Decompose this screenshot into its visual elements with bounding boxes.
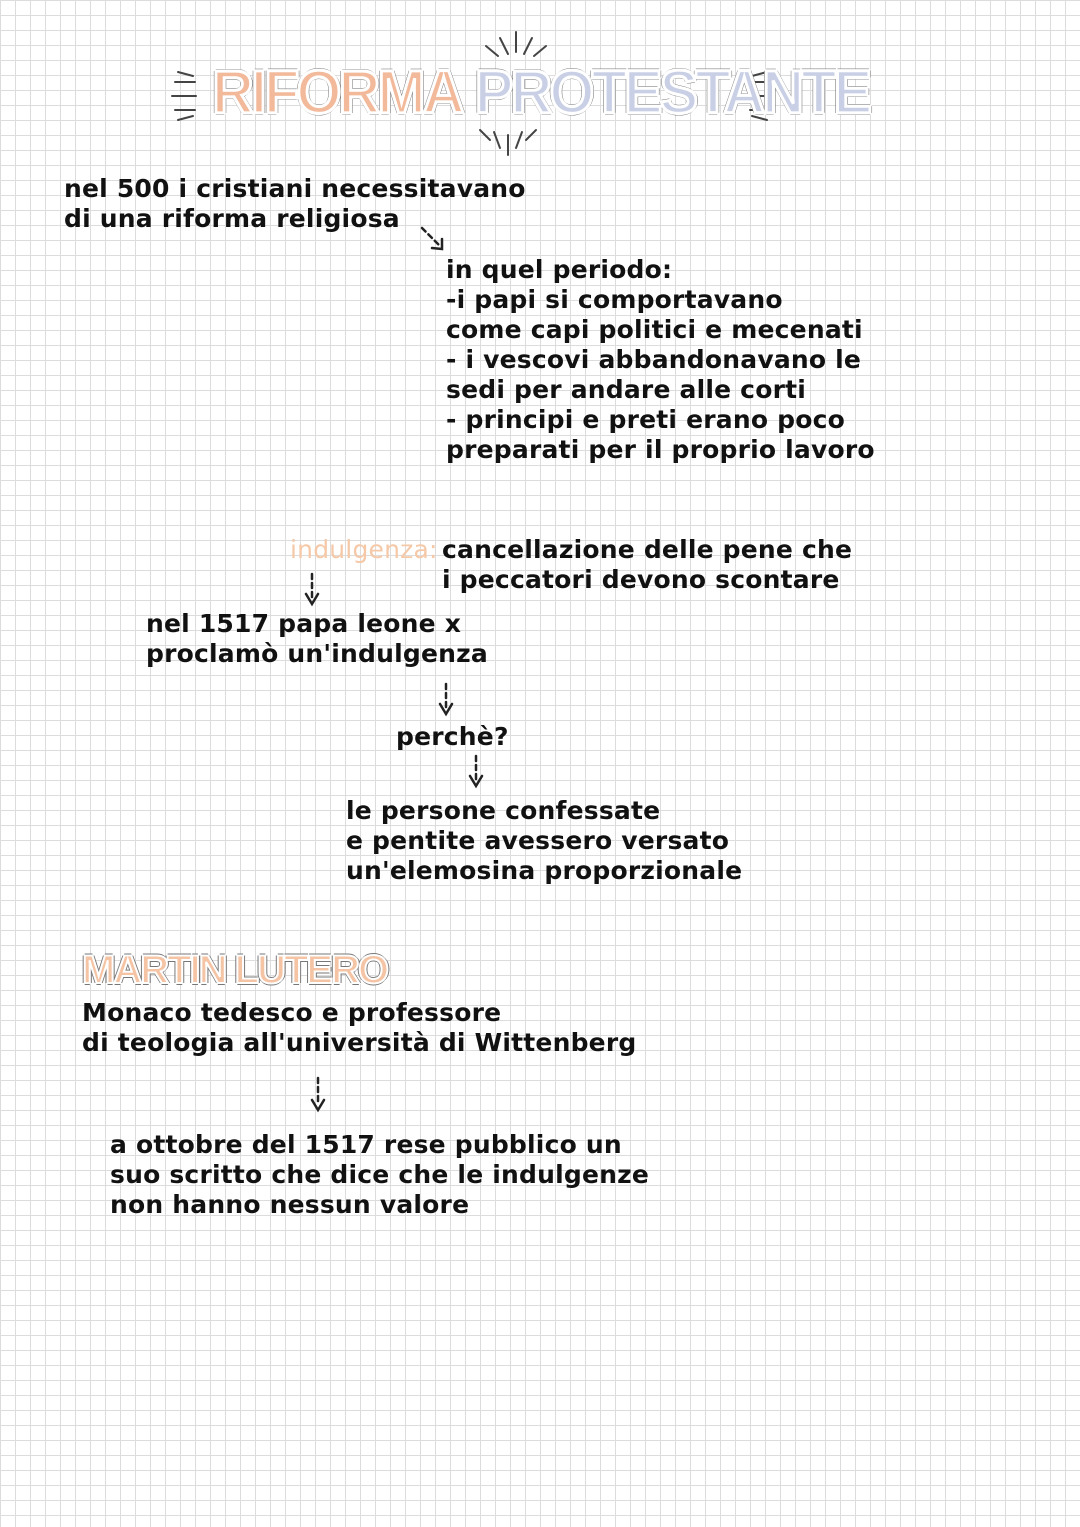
action-line: suo scritto che dice che le indulgenze — [110, 1160, 650, 1189]
reason-line: e pentite avessero versato — [346, 826, 730, 855]
period-line: - principi e preti erano poco — [446, 405, 845, 434]
arrow-down-icon-pope — [440, 684, 452, 714]
arrow-down-icon-why — [470, 756, 482, 786]
bio-line: di teologia all'università di Wittenberg — [82, 1028, 637, 1057]
why-question: perchè? — [396, 722, 509, 751]
period-line: preparati per il proprio lavoro — [446, 435, 875, 464]
period-line: -i papi si comportavano — [446, 285, 783, 314]
definition-line: i peccatori devono scontare — [442, 565, 840, 594]
definition-line: cancellazione delle pene che — [442, 535, 853, 564]
period-line: - i vescovi abbandonavano le — [446, 345, 862, 374]
title-part-2: PROTESTANTE — [474, 58, 870, 127]
title-part-1: RIFORMA — [212, 58, 462, 127]
intro-line: di una riforma religiosa — [64, 204, 400, 233]
period-line: in quel periodo: — [446, 255, 673, 284]
arrow-down-icon-luther — [312, 1078, 324, 1110]
pope-line: nel 1517 papa leone x — [146, 609, 462, 638]
bio-line: Monaco tedesco e professore — [82, 998, 502, 1027]
action-line: non hanno nessun valore — [110, 1190, 470, 1219]
arrow-down-icon-indulgence — [306, 574, 318, 604]
section-heading-luther: MARTIN LUTERO — [82, 948, 388, 992]
pope-line: proclamò un'indulgenza — [146, 639, 488, 668]
indulgence-term: indulgenza: — [290, 535, 438, 564]
arrow-down-right-icon — [422, 228, 442, 249]
period-line: sedi per andare alle corti — [446, 375, 807, 404]
action-line: a ottobre del 1517 rese pubblico un — [110, 1130, 622, 1159]
reason-line: un'elemosina proporzionale — [346, 856, 743, 885]
period-line: come capi politici e mecenati — [446, 315, 863, 344]
reason-line: le persone confessate — [346, 796, 661, 825]
intro-line: nel 500 i cristiani necessitavano — [64, 174, 526, 203]
